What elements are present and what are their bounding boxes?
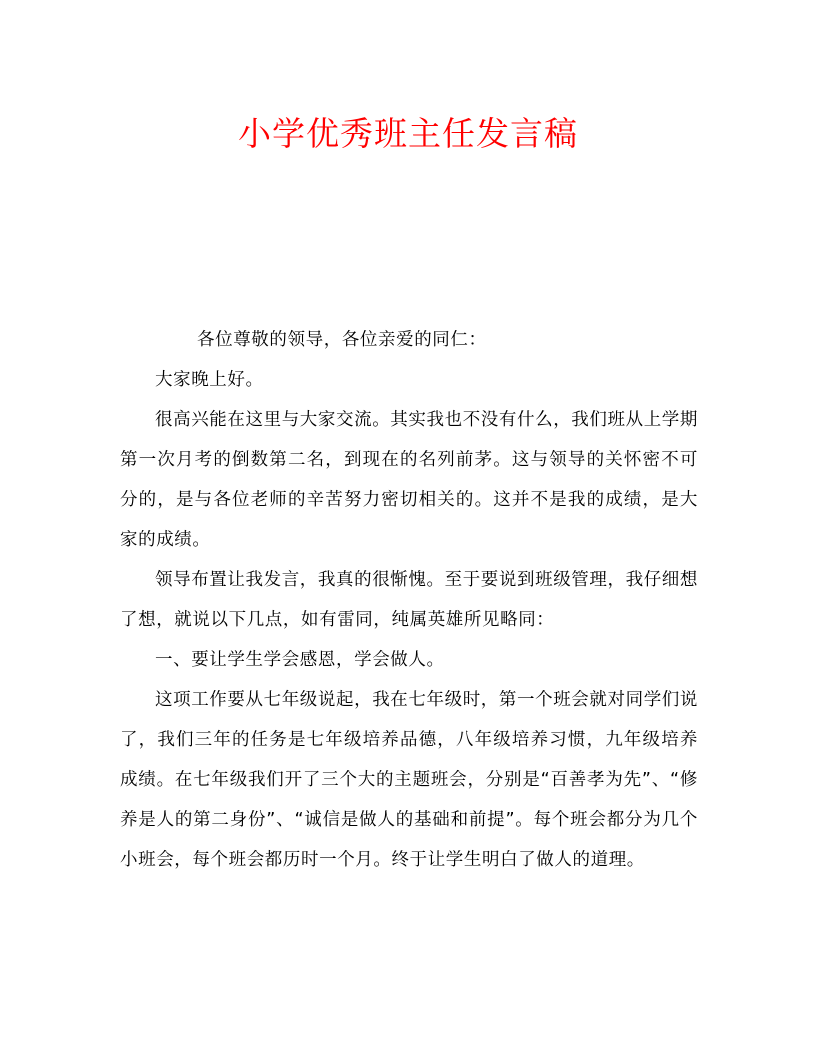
greeting-paragraph: 大家晚上好。 (155, 370, 264, 390)
salutation-paragraph: 各位尊敬的领导，各位亲爱的同仁： (197, 330, 487, 350)
topic-paragraph: 领导布置让我发言，我真的很惭愧。至于要说到班级管理，我仔细想了想，就说以下几点，如有雷同，纯属英雄所见略同： (120, 570, 698, 630)
intro-paragraph: 很高兴能在这里与大家交流。其实我也不没有什么，我们班从上学期第一次月考的倒数第二名，到现在的名列前茅。这与领导的关怀密不可分的，是与各位老师的辛苦努力密切相关的。这并不是我的成绩，是大家的成绩。 (120, 410, 698, 550)
section-1-paragraph: 这项工作要从七年级说起，我在七年级时，第一个班会就对同学们说了，我们三年的任务是七年级培养品德，八年级培养习惯，九年级培养成绩。在七年级我们开了三个大的主题班会，分别是“百善孝为先”、“修养是人的第二身份”、“诚信是做人的基础和前提”。每个班会都分为几个小班会，每个班会都历时一个月。终于让学生明白了做人的道理。 (120, 690, 698, 870)
section-heading-1: 一、要让学生学会感恩，学会做人。 (155, 650, 445, 670)
document-title: 小学优秀班主任发言稿 (238, 114, 578, 153)
document-body (120, 320, 698, 880)
